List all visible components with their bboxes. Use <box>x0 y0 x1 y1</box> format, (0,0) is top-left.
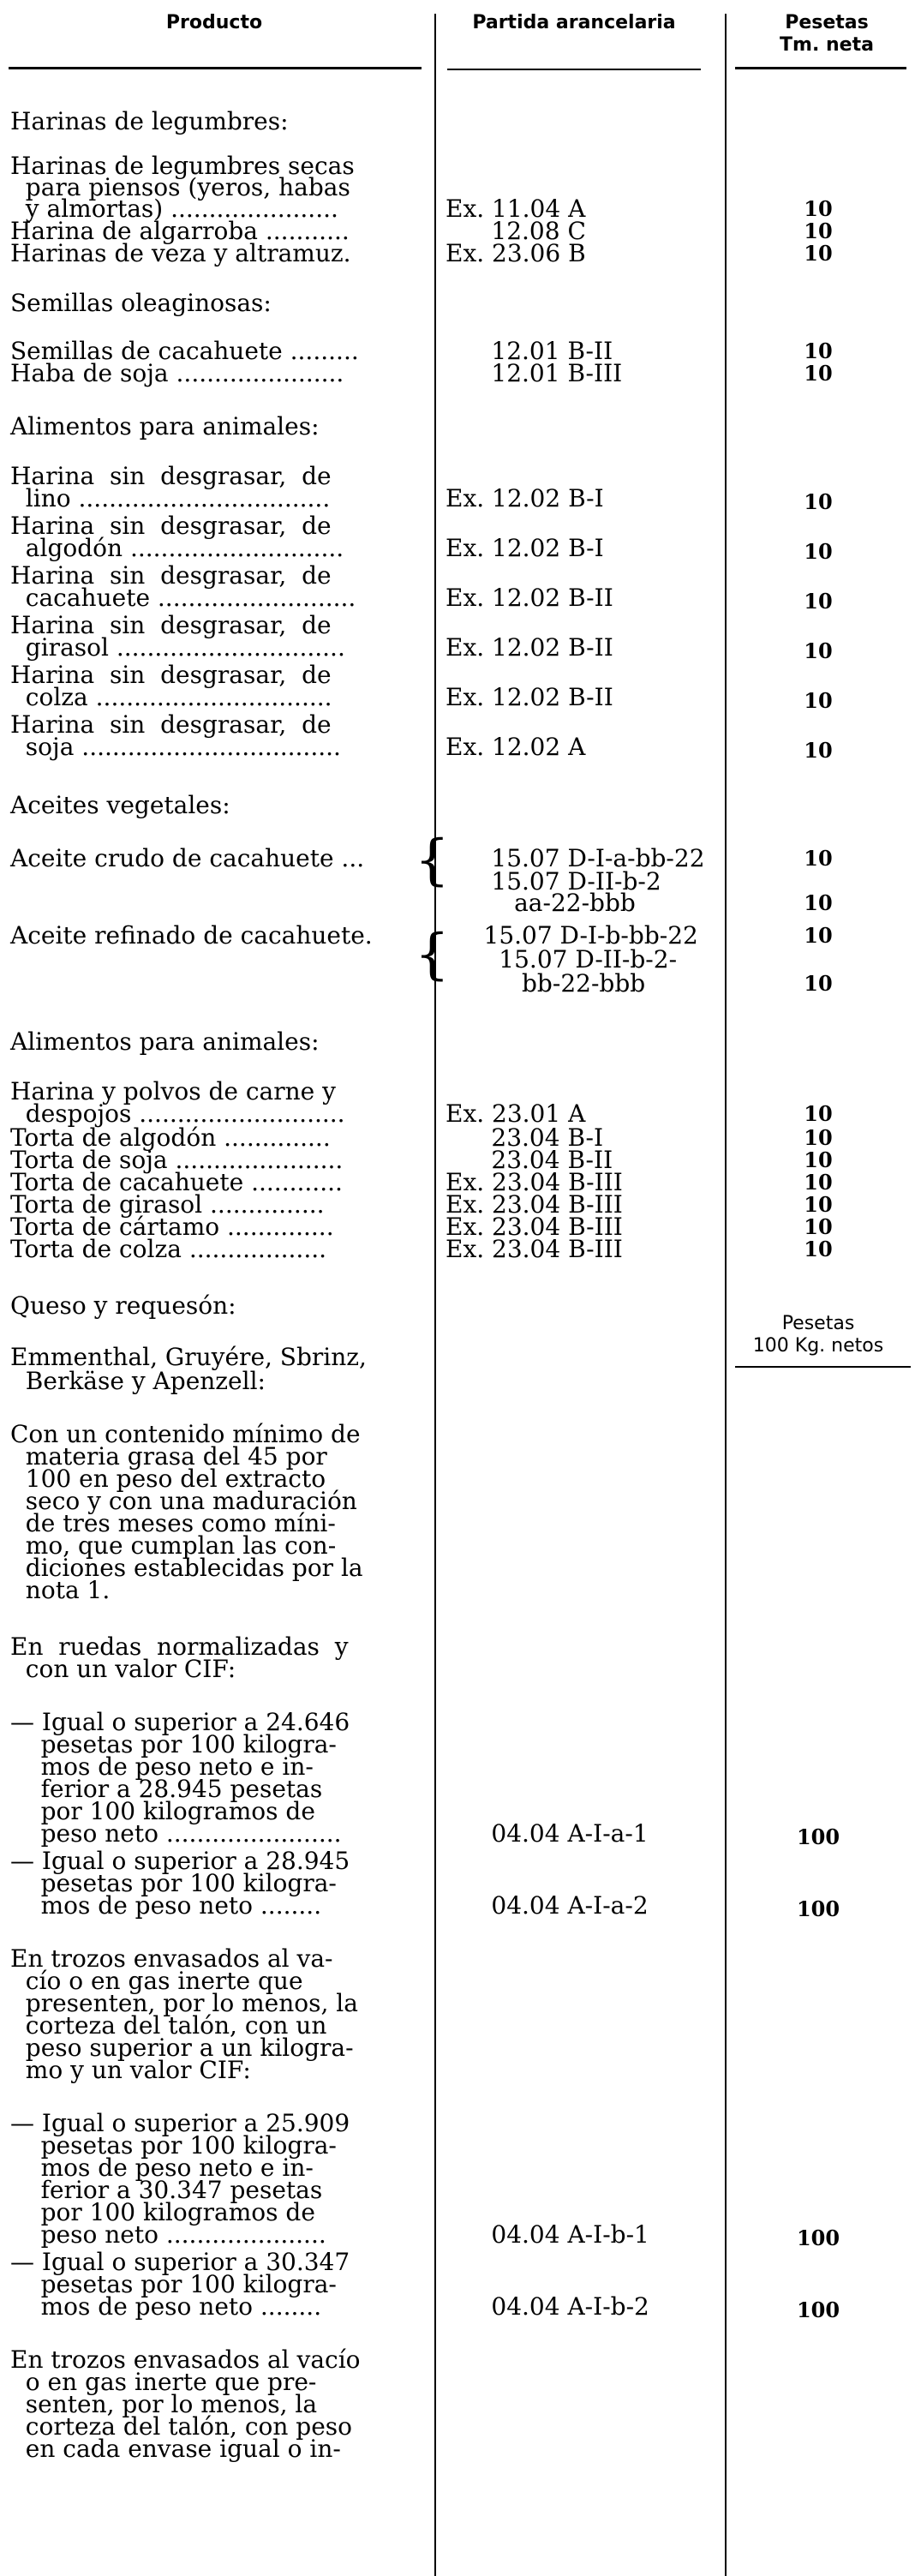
partida-r12: Ex. 12.02 B-I <box>446 484 604 512</box>
pesetas-r22: 10 <box>804 738 833 763</box>
partida-r38: Ex. 23.04 B-III <box>446 1235 623 1263</box>
producto-r77: o en gas inerte que pre- <box>10 2368 317 2396</box>
producto-r14: algodón ............................ <box>10 534 344 562</box>
partida-r4: Ex. 11.04 A <box>446 195 586 223</box>
pesetas-r8: 10 <box>804 338 833 363</box>
producto-r40: Emmenthal, Gruyére, Sbrinz, <box>10 1343 367 1371</box>
partida-r36: Ex. 23.04 B-III <box>446 1190 623 1219</box>
producto-r63: presenten, por lo menos, la <box>10 1989 358 2017</box>
partida-r72: 04.04 A-I-b-1 <box>446 2220 649 2249</box>
partida-r18: Ex. 12.02 B-II <box>446 633 613 662</box>
producto-r4: y almortas) ...................... <box>10 195 338 223</box>
header-pesetas <box>745 12 908 57</box>
producto-r48: diciones establecidas por la <box>10 1554 363 1582</box>
partida-r22: Ex. 12.02 A <box>446 733 586 761</box>
partida-r29: bb-22-bbb <box>446 969 646 997</box>
partida-r27: 15.07 D-I-b-bb-22 <box>446 921 698 950</box>
producto-r64: corteza del talón, con un <box>10 2011 327 2040</box>
producto-r57: peso neto ....................... <box>10 1819 342 1848</box>
producto-r37: Torta de cártamo .............. <box>10 1213 334 1241</box>
producto-r27: Aceite refinado de cacahuete. <box>10 921 373 950</box>
partida-r8: 12.01 B-II <box>446 337 613 365</box>
partida-r75: 04.04 A-I-b-2 <box>446 2292 649 2321</box>
partida-r25: 15.07 D-II-b-2 <box>446 867 661 896</box>
producto-r21: Harina sin desgrasar, de <box>10 710 332 739</box>
producto-r6: Harinas de veza y altramuz. <box>10 239 351 267</box>
producto-r43: materia grasa del 45 por <box>10 1442 327 1471</box>
producto-r70: ferior a 30.347 pesetas <box>10 2176 323 2204</box>
pesetas-r29: 10 <box>804 971 833 996</box>
producto-r7: Semillas oleaginosas: <box>10 289 272 317</box>
pesetas-r14: 10 <box>804 539 833 564</box>
pesetas-r60: 100 <box>796 1896 840 1921</box>
partida-r24: 15.07 D-I-a-bb-22 <box>446 844 705 872</box>
pesetas-r35: 10 <box>804 1170 833 1195</box>
producto-r50: En ruedas normalizadas y <box>10 1632 349 1661</box>
producto-r75: mos de peso neto ........ <box>10 2292 322 2321</box>
producto-r49: nota 1. <box>10 1576 111 1604</box>
pesetas-r36: 10 <box>804 1192 833 1217</box>
partida-r9: 12.01 B-III <box>446 359 623 387</box>
producto-r61: En trozos envasados al va- <box>10 1944 333 1973</box>
producto-r1: Harinas de legumbres: <box>10 107 289 135</box>
producto-r66: mo y un valor CIF: <box>10 2056 251 2084</box>
subheader-line1: Pesetas <box>781 1313 855 1334</box>
producto-r13: Harina sin desgrasar, de <box>10 512 332 540</box>
column-divider-right <box>725 14 727 2576</box>
producto-r22: soja .................................. <box>10 733 341 761</box>
producto-r62: cío o en gas inerte que <box>10 1967 303 1995</box>
partida-r35: Ex. 23.04 B-III <box>446 1168 623 1196</box>
pesetas-r27: 10 <box>804 923 833 948</box>
pesetas-r32: 10 <box>804 1101 833 1126</box>
pesetas-r26: 10 <box>804 890 833 915</box>
partida-r57: 04.04 A-I-a-1 <box>446 1819 649 1848</box>
pesetas-r34: 10 <box>804 1147 833 1172</box>
producto-r59: pesetas por 100 kilogra- <box>10 1869 337 1897</box>
producto-r76: En trozos envasados al vacío <box>10 2345 361 2374</box>
producto-r52: — Igual o superior a 24.646 <box>10 1708 350 1736</box>
producto-r73: — Igual o superior a 30.347 <box>10 2248 350 2276</box>
producto-r80: en cada envase igual o in- <box>10 2435 341 2463</box>
subheader-line2: 100 Kg. netos <box>752 1335 884 1357</box>
partida-r6: Ex. 23.06 B <box>446 239 586 267</box>
producto-r10: Alimentos para animales: <box>10 412 320 440</box>
producto-r9: Haba de soja ...................... <box>10 359 344 387</box>
pesetas-r5: 10 <box>804 219 833 243</box>
producto-r41: Berkäse y Apenzell: <box>10 1367 266 1395</box>
producto-r19: Harina sin desgrasar, de <box>10 661 332 689</box>
partida-r28: 15.07 D-II-b-2- <box>446 945 678 973</box>
partida-r34: 23.04 B-II <box>446 1146 613 1174</box>
producto-r24: Aceite crudo de cacahuete ... <box>10 844 365 872</box>
producto-r67: — Igual o superior a 25.909 <box>10 2109 350 2137</box>
producto-r72: peso neto ..................... <box>10 2220 326 2249</box>
producto-r30: Alimentos para animales: <box>10 1027 320 1056</box>
producto-r51: con un valor CIF: <box>10 1655 236 1683</box>
producto-r39: Queso y requesón: <box>10 1291 236 1320</box>
producto-r11: Harina sin desgrasar, de <box>10 462 332 490</box>
producto-r3: para piensos (yeros, habas <box>10 173 350 201</box>
producto-r56: por 100 kilogramos de <box>10 1797 315 1825</box>
column-divider-left <box>434 14 436 2576</box>
producto-r20: colza ............................... <box>10 683 332 711</box>
producto-r53: pesetas por 100 kilogra- <box>10 1730 337 1758</box>
pesetas-r12: 10 <box>804 489 833 514</box>
pesetas-r9: 10 <box>804 361 833 386</box>
pesetas-r75: 100 <box>796 2297 840 2322</box>
brace-aceite-crudo: { <box>415 829 450 892</box>
producto-r17: Harina sin desgrasar, de <box>10 611 332 639</box>
partida-r5: 12.08 C <box>446 217 586 245</box>
producto-r12: lino ................................. <box>10 484 331 512</box>
partida-r60: 04.04 A-I-a-2 <box>446 1891 649 1920</box>
producto-r45: seco y con una maduración <box>10 1487 357 1515</box>
partida-r32: Ex. 23.01 A <box>446 1099 586 1128</box>
producto-r46: de tres meses como míni- <box>10 1509 336 1537</box>
header-pesetas-line2: Tm. neta <box>780 34 874 56</box>
producto-r60: mos de peso neto ........ <box>10 1891 322 1920</box>
pesetas-r33: 10 <box>804 1125 833 1150</box>
producto-r71: por 100 kilogramos de <box>10 2198 315 2226</box>
producto-r79: corteza del talón, con peso <box>10 2412 353 2441</box>
producto-r8: Semillas de cacahuete ......... <box>10 337 359 365</box>
pesetas-r38: 10 <box>804 1237 833 1261</box>
producto-r15: Harina sin desgrasar, de <box>10 561 332 590</box>
brace-aceite-refinado: { <box>415 923 450 986</box>
header-pesetas-line1: Pesetas <box>785 12 869 33</box>
pesetas-r16: 10 <box>804 589 833 614</box>
partida-r14: Ex. 12.02 B-I <box>446 534 604 562</box>
partida-r37: Ex. 23.04 B-III <box>446 1213 623 1241</box>
header-partida-arancelaria: Partida arancelaria <box>472 12 676 33</box>
pesetas-r24: 10 <box>804 846 833 871</box>
producto-r74: pesetas por 100 kilogra- <box>10 2270 337 2298</box>
producto-r65: peso superior a un kilogra- <box>10 2034 354 2062</box>
producto-r34: Torta de soja ...................... <box>10 1146 344 1174</box>
producto-r47: mo, que cumplan las con- <box>10 1531 337 1560</box>
producto-r55: ferior a 28.945 pesetas <box>10 1775 323 1803</box>
producto-r36: Torta de girasol ............... <box>10 1190 325 1219</box>
producto-r68: pesetas por 100 kilogra- <box>10 2131 337 2160</box>
pesetas-r6: 10 <box>804 241 833 266</box>
pesetas-r4: 10 <box>804 196 833 221</box>
producto-r35: Torta de cacahuete ............ <box>10 1168 343 1196</box>
producto-r44: 100 en peso del extracto <box>10 1465 326 1493</box>
producto-r42: Con un contenido mínimo de <box>10 1420 361 1448</box>
pesetas-r57: 100 <box>796 1824 840 1849</box>
producto-r5: Harina de algarroba ........... <box>10 217 350 245</box>
producto-r16: cacahuete .......................... <box>10 584 356 612</box>
subheader-rule <box>735 1366 911 1368</box>
producto-r18: girasol .............................. <box>10 633 345 662</box>
producto-r38: Torta de colza .................. <box>10 1235 327 1263</box>
partida-r20: Ex. 12.02 B-II <box>446 683 613 711</box>
header-rule-producto <box>9 67 422 69</box>
producto-r31: Harina y polvos de carne y <box>10 1077 336 1105</box>
header-producto: Producto <box>165 12 263 33</box>
pesetas-r20: 10 <box>804 688 833 713</box>
subheader-pesetas <box>720 1313 917 1357</box>
producto-r58: — Igual o superior a 28.945 <box>10 1847 350 1875</box>
producto-r2: Harinas de legumbres secas <box>10 152 355 180</box>
producto-r32: despojos ........................... <box>10 1099 345 1128</box>
pesetas-r18: 10 <box>804 638 833 663</box>
producto-r78: senten, por lo menos, la <box>10 2390 318 2418</box>
partida-r33: 23.04 B-I <box>446 1123 604 1152</box>
pesetas-r72: 100 <box>796 2226 840 2250</box>
producto-r23: Aceites vegetales: <box>10 791 230 819</box>
producto-r69: mos de peso neto e in- <box>10 2154 314 2182</box>
partida-r26: aa-22-bbb <box>446 889 636 917</box>
header-rule-partida <box>447 69 701 70</box>
header-rule-pesetas <box>735 67 906 69</box>
producto-r54: mos de peso neto e in- <box>10 1752 314 1781</box>
producto-r33: Torta de algodón .............. <box>10 1123 331 1152</box>
pesetas-r37: 10 <box>804 1214 833 1239</box>
partida-r16: Ex. 12.02 B-II <box>446 584 613 612</box>
